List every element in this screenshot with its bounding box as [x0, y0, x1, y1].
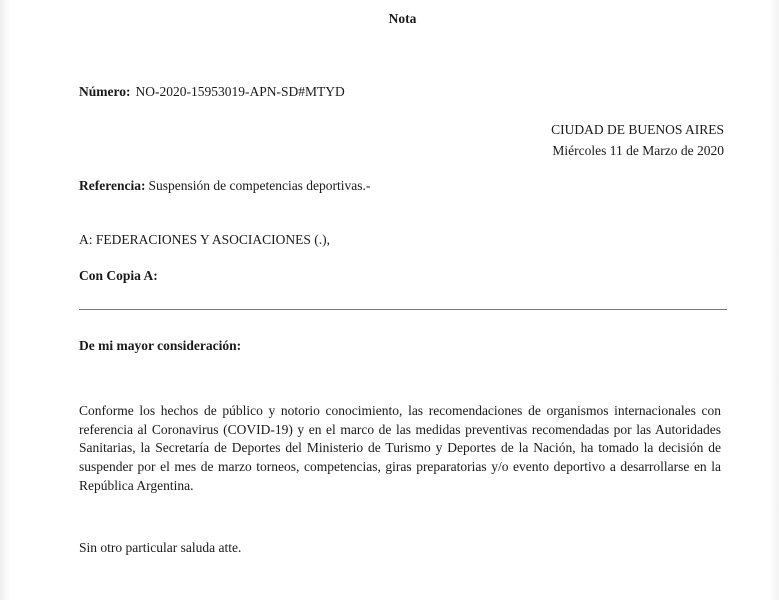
page-left-edge: [0, 0, 10, 600]
referencia-value: Suspensión de competencias deportivas.-: [148, 178, 371, 193]
body-line: República Argentina.: [79, 477, 194, 493]
body-line: Sanitarias, la Secretaría de Deportes del Ministerio de Turismo y Deportes de la Nación, ha tomado la decisión de: [79, 440, 721, 456]
numero-label: Número:: [79, 84, 131, 99]
closing-line: Sin otro particular saluda atte.: [79, 540, 242, 555]
referencia-label: Referencia:: [79, 178, 146, 193]
body-line: Conforme los hechos de público y notorio conocimiento, las recomendaciones de organismos internacionales con: [79, 403, 721, 418]
destinatario-line: A: FEDERACIONES Y ASOCIACIONES (.),: [79, 232, 331, 247]
numero-line: [79, 84, 345, 100]
city-line: CIUDAD DE BUENOS AIRES: [551, 122, 724, 137]
numero-value: NO-2020-15953019-APN-SD#MTYD: [135, 84, 345, 99]
page-right-edge: [769, 0, 779, 600]
body-line: suspender por el mes de marzo torneos, competencias, giras preparatorias y/o evento deportivo a desarrollarse en la: [79, 459, 721, 475]
salutation: De mi mayor consideración:: [79, 338, 242, 353]
con-copia-line: [79, 268, 158, 284]
body-paragraph: [79, 402, 721, 496]
document-title: Nota: [388, 11, 417, 26]
date-line: Miércoles 11 de Marzo de 2020: [552, 143, 724, 158]
referencia-line: [79, 178, 370, 194]
con-copia-label: Con Copia A:: [79, 268, 158, 283]
separator-rule: [79, 309, 727, 310]
body-line: referencia al Coronavirus (COVID-19) y en el marco de las medidas preventivas recomendadas por las Autoridades: [79, 421, 721, 437]
